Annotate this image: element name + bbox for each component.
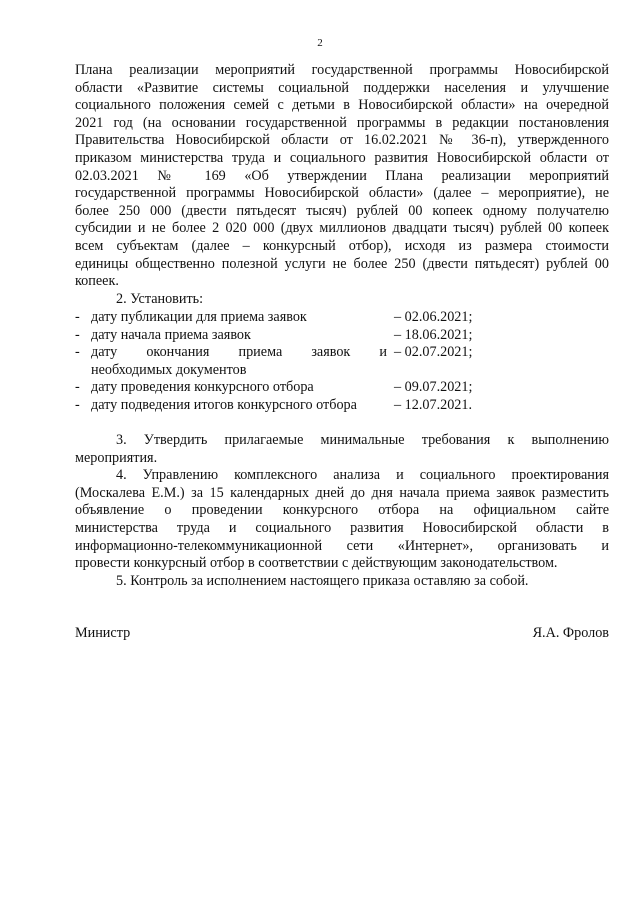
- date-row-end: [75, 344, 609, 362]
- list-dash: -: [75, 309, 80, 325]
- text-line: государственной программы Новосибирской области» (далее – мероприятие), не: [75, 185, 609, 202]
- date-row-start: [75, 327, 609, 345]
- date-row-end-continued: [75, 362, 609, 380]
- list-dash: -: [75, 326, 80, 343]
- item-4-line: провести конкурсный отбор в соответствии с действующим законодательством.: [75, 555, 558, 572]
- page-number: 2: [317, 37, 323, 49]
- text-line: 2021 год (на основании государственной программы в редакции постановления: [75, 114, 609, 131]
- date-value: – 18.06.2021;: [394, 326, 473, 343]
- signatory-position: Министр: [75, 625, 131, 641]
- text-line: социального положения семей с детьми в Новосибирской области» на очередной: [75, 97, 609, 114]
- text-line: области «Развитие системы социальной поддержки населения и улучшение: [75, 79, 609, 96]
- date-value: – 12.07.2021.: [394, 396, 473, 413]
- text-line: субсидии и не более 2 020 000 (двух миллионов двадцати тысяч) рублей 00 копеек: [75, 220, 609, 237]
- item-4-line: (Москалева Е.М.) за 15 календарных дней до дня начала приема заявок разместить: [75, 484, 609, 501]
- date-row-results: [75, 397, 609, 415]
- items-3-to-5: [75, 432, 609, 590]
- date-label: дату проведения конкурсного отбора: [91, 379, 314, 396]
- date-label: дату публикации для приема заявок: [91, 309, 307, 325]
- list-dash: -: [75, 344, 80, 361]
- text-line: 02.03.2021 № 169 «Об утверждении Плана реализации мероприятий: [75, 167, 609, 184]
- date-label: дату начала приема заявок: [91, 326, 251, 343]
- signatory-name: Я.А. Фролов: [532, 625, 609, 641]
- text-line: Правительства Новосибирской области от 16.02.2021 № 36-п), утвержденного: [75, 132, 609, 149]
- item-4-line: объявление о проведении конкурсного отбора на официальном сайте: [75, 502, 609, 519]
- text-line: Плана реализации мероприятий государственной программы Новосибирской: [75, 62, 609, 78]
- date-label: дату окончания приема заявок и: [91, 344, 387, 361]
- text-line: копеек.: [75, 273, 119, 290]
- date-row-selection: [75, 379, 609, 397]
- item-4-line: информационно-телекоммуникационной сети «Интернет», организовать и: [75, 537, 609, 554]
- list-dash: -: [75, 379, 80, 396]
- date-label: дату подведения итогов конкурсного отбора: [91, 396, 357, 413]
- text-line: более 250 000 (двести пятьдесят тысяч) рублей 00 копеек одному получателю: [75, 202, 609, 219]
- paragraph-1-continuation: [75, 62, 609, 308]
- date-value: – 02.06.2021;: [394, 309, 473, 325]
- item-3-line: мероприятия.: [75, 449, 158, 466]
- date-label-continued: необходимых документов: [91, 361, 247, 378]
- item-4-line: министерства труда и социального развития Новосибирской области в: [75, 519, 609, 536]
- item-5-line: 5. Контроль за исполнением настоящего приказа оставляю за собой.: [116, 572, 529, 589]
- date-value: – 02.07.2021;: [394, 344, 473, 361]
- item-2-title: 2. Установить:: [116, 290, 204, 307]
- list-dash: -: [75, 396, 80, 413]
- text-line: всем субъектам (далее – конкурсный отбор), исходя из размера стоимости: [75, 237, 609, 254]
- date-row-publication: [75, 309, 609, 327]
- date-value: – 09.07.2021;: [394, 379, 473, 396]
- item-4-line: 4. Управлению комплексного анализа и социального проектирования: [116, 467, 609, 484]
- dates-list: [75, 309, 609, 415]
- signature-block: [75, 624, 609, 642]
- text-line: единицы общественно полезной услуги не более 250 (двести пятьдесят) рублей 00: [75, 255, 609, 272]
- text-line: приказом министерства труда и социального развития Новосибирской области от: [75, 149, 609, 166]
- item-3-line: 3. Утвердить прилагаемые минимальные требования к выполнению: [116, 432, 609, 448]
